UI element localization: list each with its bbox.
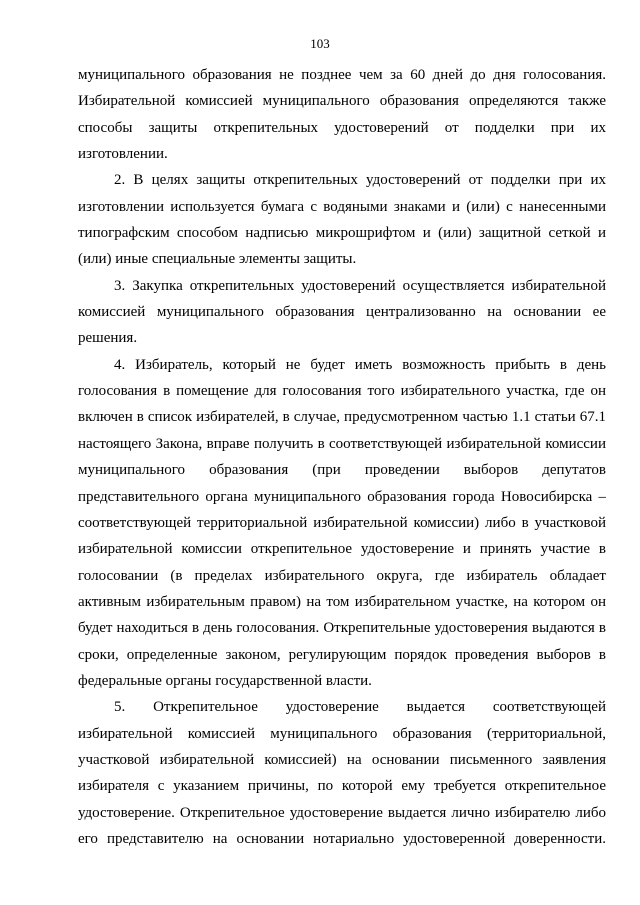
text-line: его представителю на основании нотариально удостоверенной доверенности. — [78, 830, 606, 847]
text-line: федеральные органы государственной власти. — [78, 672, 372, 689]
text-line: участковой избирательной комиссией) на основании письменного заявления — [78, 751, 606, 768]
text-line: изготовлении используется бумага с водяными знаками и (или) с нанесенными — [78, 198, 606, 215]
text-line: избирательной комиссией муниципального образования (территориальной, — [78, 725, 606, 742]
text-line: муниципального образования не позднее чем за 60 дней до дня голосования. — [78, 67, 606, 83]
document-body — [78, 62, 606, 852]
text-line: соответствующей территориальной избирательной комиссии) либо в участковой — [78, 514, 606, 531]
text-line: удостоверение. Открепительное удостоверение выдается лично избирателю либо — [78, 804, 606, 821]
text-line: голосования в помещение для голосования того избирательного участка, где он — [78, 383, 606, 400]
text-line: (или) иные специальные элементы защиты. — [78, 251, 357, 268]
text-line: настоящего Закона, вправе получить в соответствующей избирательной комиссии — [78, 435, 606, 452]
text-line: 5. Открепительное удостоверение выдается соответствующей — [114, 699, 606, 716]
text-line: способы защиты открепительных удостоверений от подделки при их — [78, 119, 606, 136]
text-line: будет находиться в день голосования. Открепительные удостоверения выдаются в — [78, 620, 606, 637]
text-line: 4. Избиратель, который не будет иметь возможность прибыть в день — [114, 356, 606, 373]
text-line: включен в список избирателей, в случае, предусмотренном частью 1.1 статьи 67.1 — [78, 409, 606, 426]
text-line: избирателя с указанием причины, по которой ему требуется открепительное — [78, 778, 606, 795]
text-line: 2. В целях защиты открепительных удостоверений от подделки при их — [114, 172, 606, 189]
text-line: изготовлении. — [78, 146, 168, 163]
page-number: 103 — [310, 36, 330, 51]
text-line: муниципального образования (при проведении выборов депутатов — [78, 462, 606, 479]
text-line: решения. — [78, 330, 138, 347]
text-line: типографским способом надписью микрошрифтом и (или) защитной сеткой и — [78, 225, 606, 242]
text-line: голосовании (в пределах избирательного округа, где избиратель обладает — [78, 567, 606, 584]
text-line: избирательной комиссии открепительное удостоверение и принять участие в — [78, 541, 606, 558]
text-line: представительного органа муниципального образования города Новосибирска – — [78, 488, 606, 505]
text-line: активным избирательным правом) на том избирательном участке, на котором он — [78, 593, 606, 610]
text-line: 3. Закупка открепительных удостоверений осуществляется избирательной — [114, 277, 606, 294]
text-line: сроки, определенные законом, регулирующим порядок проведения выборов в — [78, 646, 606, 663]
text-line: комиссией муниципального образования централизованно на основании ее — [78, 304, 606, 321]
text-line: Избирательной комиссией муниципального образования определяются также — [78, 93, 606, 110]
